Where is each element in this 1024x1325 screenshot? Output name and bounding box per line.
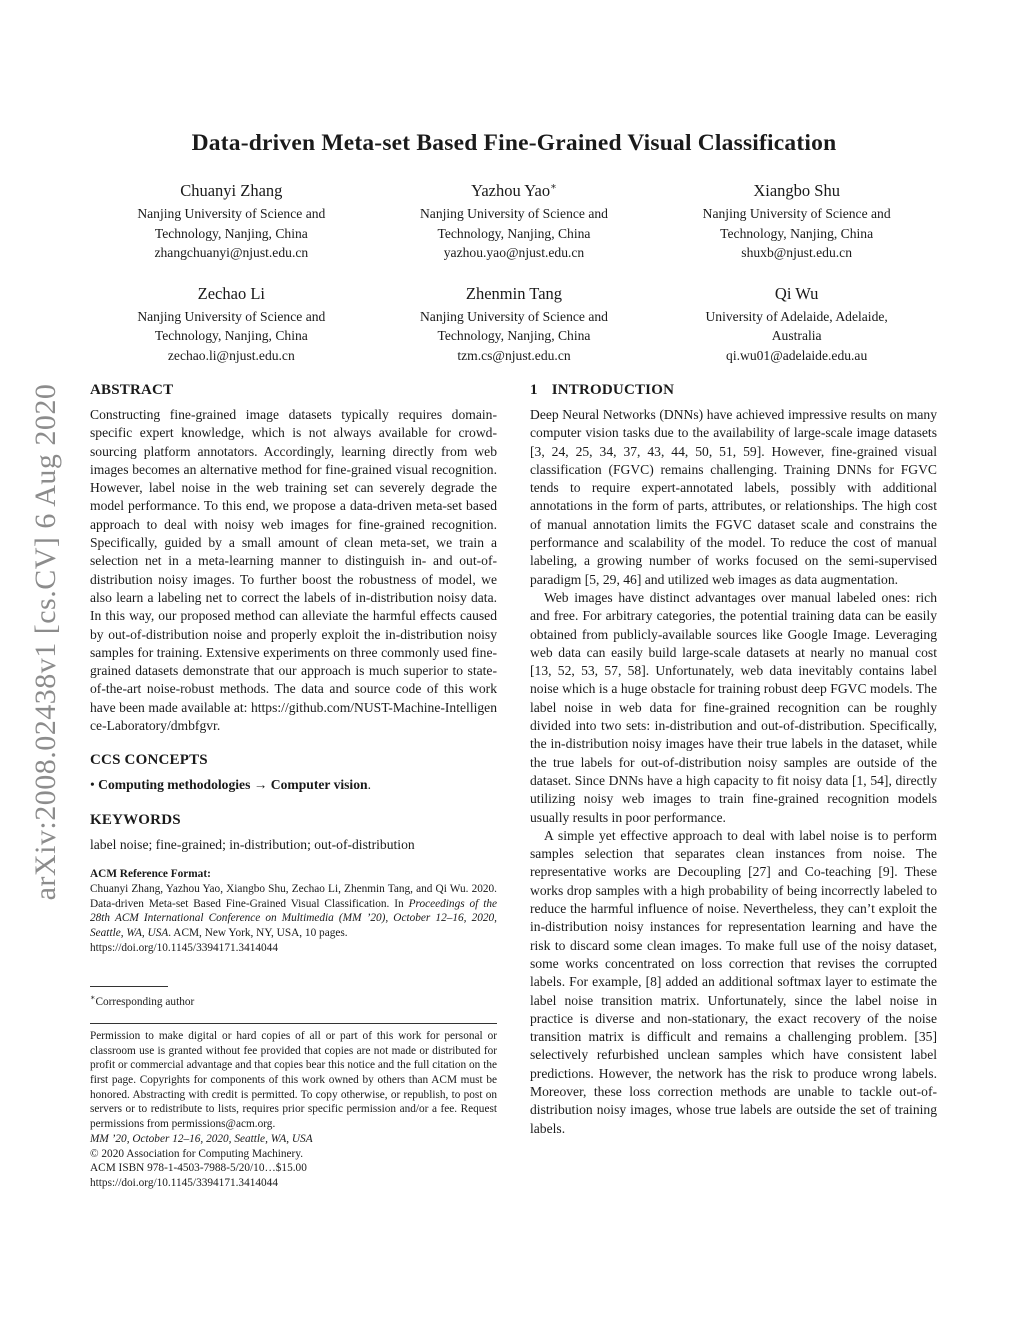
abstract-text-tail: . [216,718,221,734]
body-columns [90,382,938,1191]
author-name [655,181,938,201]
section-heading-keywords: KEYWORDS [90,811,181,828]
intro-paragraph: A simple yet effective approach to deal with label noise is to perform samples selection that separates clean instances from noise. The representative works are Decoupling [27] and Co-teaching [9]. These works drop samples with a high probability of being incorrectly labeled to reduce the harmful influence of noise. Nevertheless, they can’t exploit the in-distribution noisy instances for representation learning and have the risk to discard some clean images. To make full use of the noisy dataset, some works concentrated on loss correction that revises the corrupted labels. For example, [8] added an additional softmax layer to estimate the label noise transition matrix. Unfortunately, since the label noise in practice is diverse and non-stationary, the exact recovery of the noise transition matrix is difficult and remains a challenging problem. [35] selectively refurbished unclean samples which have consistent label predictions. However, the network has the risk to produce wrong labels. Moreover, these loss correction methods are unable to tackle out-of-distribution noisy images, whose true labels are outside the set of training labels. [530,827,937,1136]
author-block [90,284,373,366]
section-heading-introduction [530,382,937,399]
author-affiliation: Australia [771,328,822,343]
author-email: zhangchuanyi@njust.edu.cn [154,245,309,260]
ccs-bullet: • [90,777,95,793]
author-email: shuxb@njust.edu.cn [741,245,852,260]
acm-reference-block [90,867,497,956]
arxiv-watermark: arXiv:2008.02438v1 [cs.CV] 6 Aug 2020 [29,383,62,901]
footnote-text: Corresponding author [95,996,195,1009]
permission-divider [90,1023,497,1024]
paper-title: Data-driven Meta-set Based Fine-Grained Visual Classification [191,130,837,156]
footnote-divider [90,986,168,987]
right-column [530,382,937,1191]
ccs-concepts-line [90,776,497,794]
author-block [373,181,656,263]
author-email: zechao.li@njust.edu.cn [167,347,295,363]
github-link[interactable]: https://github.com/NUST-Machine-Intelligence-Laboratory/dmbfgvr [90,699,497,734]
left-column [90,382,497,1191]
author-name [90,284,373,304]
author-affiliation: Technology, Nanjing, China [154,225,308,241]
acm-reference-venue: Proceedings of the 28th ACM International Conference on Multimedia (MM ’20), October 12–16, 2020, Seattle, WA, USA [90,897,497,940]
author-block [655,284,938,366]
author-affiliation: University of Adelaide, Adelaide, [705,308,888,324]
venue-line: MM ’20, October 12–16, 2020, Seattle, WA, USA [90,1132,313,1145]
author-name-text: Qi Wu [774,283,819,303]
footnote-marker: ∗ [90,993,96,1003]
section-heading-abstract: ABSTRACT [90,382,174,398]
author-affiliation: Nanjing University of Science and [137,308,326,324]
permission-statement: Permission to make digital or hard copies of all or part of this work for personal or classroom use is granted without fee provided that copies are not made or distributed for profit or commercial advantage and that copies bear this notice and the full citation on the first page. Copyrights for components of this work owned by others than ACM must be honored. Abstracting with credit is permitted. To copy otherwise, or republish, to post on servers or to redistribute to lists, requires prior specific permission and/or a fee. Request permissions from permissions@acm.org. [90,1029,497,1131]
author-name-text: Xiangbo Shu [753,181,840,200]
author-affiliation: Technology, Nanjing, China [437,225,591,241]
author-name [655,284,938,304]
abstract-text-body: Constructing fine-grained image datasets typically requires domain-specific expert knowledge, which is not always available for crowd-sourcing platform annotators. Accordingly, learning directly from web images becomes an alternative method for fine-grained visual recognition. However, label noise in the web training set can severely degrade the model performance. To this end, we propose a data-driven meta-set based approach to deal with noisy web images for fine-grained recognition. Specifically, guided by a small amount of clean meta-set, we train a selection net in a meta-learning manner to distinguish in- and out-of-distribution noisy images. To further boost the robustness of model, we also learn a labeling net to correct the labels of in-distribution noisy data. In this way, our proposed method can alleviate the harmful effects caused by out-of-distribution noise and properly exploit the in-distribution noisy samples for training. Extensive experiments on three commonly used fine-grained datasets demonstrate that our approach is much superior to state-of-the-art noise-robust methods. The data and source code of this work have been made available at: [90,407,497,715]
author-affiliation: Nanjing University of Science and [419,308,608,324]
author-name-text: Yazhou Yao [471,181,551,200]
author-name-text: Zechao Li [197,283,265,303]
author-affiliation: Nanjing University of Science and [702,206,891,221]
author-block [90,181,373,263]
acm-reference-label: ACM Reference Format: [90,867,211,880]
authors-grid [90,181,938,365]
intro-paragraph: Deep Neural Networks (DNNs) have achieved impressive results on many computer vision tasks due to the availability of large-scale image datasets [3, 24, 25, 34, 37, 43, 44, 50, 51, 59]. However, fine-grained visual classification (FGVC) remains challenging. Training DNNs for FGVC tends to require expert-annotated labels, possibly with additional annotations in the form of parts, attributes, or relationships. The high cost of manual annotation limits the FGVC dataset scale and constrains the performance and scalability of the model. To reduce the cost of manual labeling, a growing number of works focused on the semi-supervised paradigm [5, 29, 46] and utilized web images as data augmentation. [530,407,937,587]
intro-paragraph: Web images have distinct advantages over manual labeled ones: rich and free. For arbitrary categories, the potential training data can be easily obtained from publicly-available sources like Google Image. Leveraging web data can easily build large-scale datasets at nearly no manual cost [13, 52, 53, 57, 58]. Unfortunately, web data inevitably contains label noise which is a huge obstacle for training robust deep FGVC models. The label noise in web data for fine-grained recognition can be roughly divided into two sets: in-distribution and out-of-distribution. Specifically, the in-distribution noisy images have their true labels in the dataset, while the true labels for out-of-distribution noisy samples are outside of the dataset. Since DNNs have a high capacity to fit noisy data [1, 54], directly utilizing noisy web images to train fine-grained recognition models usually results in poor performance. [530,589,937,825]
author-block [655,181,938,263]
permission-doi-link[interactable]: https://doi.org/10.1145/3394171.3414044 [90,1176,278,1189]
author-email: tzm.cs@njust.edu.cn [457,347,571,363]
author-email: qi.wu01@adelaide.edu.au [726,347,868,363]
author-name-text: Chuanyi Zhang [180,181,283,200]
corresponding-author-footnote [90,991,497,1009]
author-name [373,181,656,201]
author-name-text: Zhenmin Tang [465,283,563,303]
author-name [373,284,656,304]
acm-reference-text [90,882,497,956]
author-affiliation: Technology, Nanjing, China [437,328,591,343]
author-affiliation: Nanjing University of Science and [137,206,326,221]
section-number: 1 [530,382,538,398]
author-name-marker: ∗ [550,181,557,193]
author-affiliation: Technology, Nanjing, China [720,225,874,241]
ccs-period: . [367,777,371,793]
section-title: INTRODUCTION [551,382,675,398]
paper-content [90,130,938,1191]
abstract-text [90,406,497,735]
doi-link[interactable]: https://doi.org/10.1145/3394171.3414044 [90,941,278,954]
section-heading-ccs: CCS CONCEPTS [90,752,208,769]
acm-reference-text-start: Chuanyi Zhang, Yazhou Yao, Xiangbo Shu, Zechao Li, Zhenmin Tang, and Qi Wu. 2020. Data-driven Meta-set Based Fine-Grained Visual Classification. In [90,882,497,910]
author-name [90,181,373,201]
acm-reference-text-end: . ACM, New York, NY, USA, 10 pages. [168,927,348,940]
author-email: yazhou.yao@njust.edu.cn [443,245,585,260]
copyright-line: © 2020 Association for Computing Machinery. [90,1147,304,1160]
keywords-text: label noise; fine-grained; in-distribution; out-of-distribution [90,836,415,852]
ccs-category: Computing methodologies [98,777,251,793]
ccs-concept: Computer vision [270,777,368,793]
author-block [373,284,656,366]
author-affiliation: Nanjing University of Science and [419,206,608,221]
author-affiliation: Technology, Nanjing, China [154,328,308,343]
isbn-line: ACM ISBN 978-1-4503-7988-5/20/10…$15.00 [90,1162,307,1175]
ccs-arrow-icon: → [253,777,268,793]
